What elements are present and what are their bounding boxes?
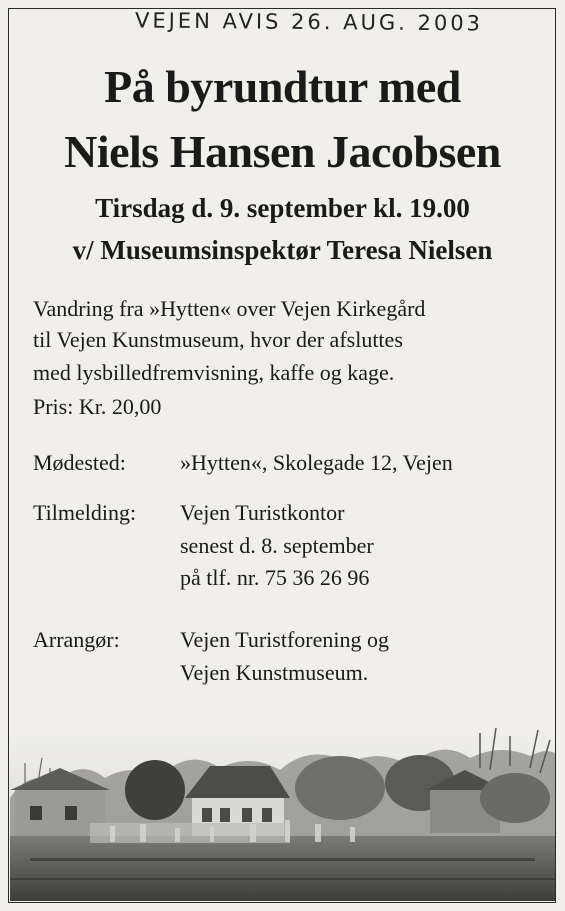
event-datetime: Tirsdag d. 9. september kl. 19.00 (95, 193, 470, 223)
handwritten-source-note: VEJEN AVIS 26. AUG. 2003 (134, 8, 484, 36)
village-photo (10, 728, 555, 901)
organizer-line-2: Vejen Kunstmuseum. (180, 660, 369, 685)
registration-phone: på tlf. nr. 75 36 26 96 (180, 565, 370, 590)
registration-label: Tilmelding: (33, 500, 137, 525)
description-line-3: med lysbilledfremvisning, kaffe og kage. (33, 360, 395, 385)
meeting-label: Mødested: (33, 450, 126, 475)
village-photo-illustration (10, 728, 555, 901)
registration-line-2: senest d. 8. september (180, 533, 374, 558)
description-line-2: til Vejen Kunstmuseum, hvor der afsluttes (33, 327, 403, 352)
organizer-line-1: Vejen Turistforening og (180, 627, 389, 652)
description-line-1: Vandring fra »Hytten« over Vejen Kirkegård (33, 296, 426, 321)
organizer-label: Arrangør: (33, 627, 120, 652)
event-guide: v/ Museumsinspektør Teresa Nielsen (72, 235, 493, 265)
registration-line-1: Vejen Turistkontor (180, 500, 345, 525)
headline-line-2: Niels Hansen Jacobsen (64, 126, 501, 177)
price: Pris: Kr. 20,00 (33, 394, 162, 419)
meeting-value: »Hytten«, Skolegade 12, Vejen (180, 450, 453, 475)
headline-line-1: På byrundtur med (104, 61, 461, 112)
